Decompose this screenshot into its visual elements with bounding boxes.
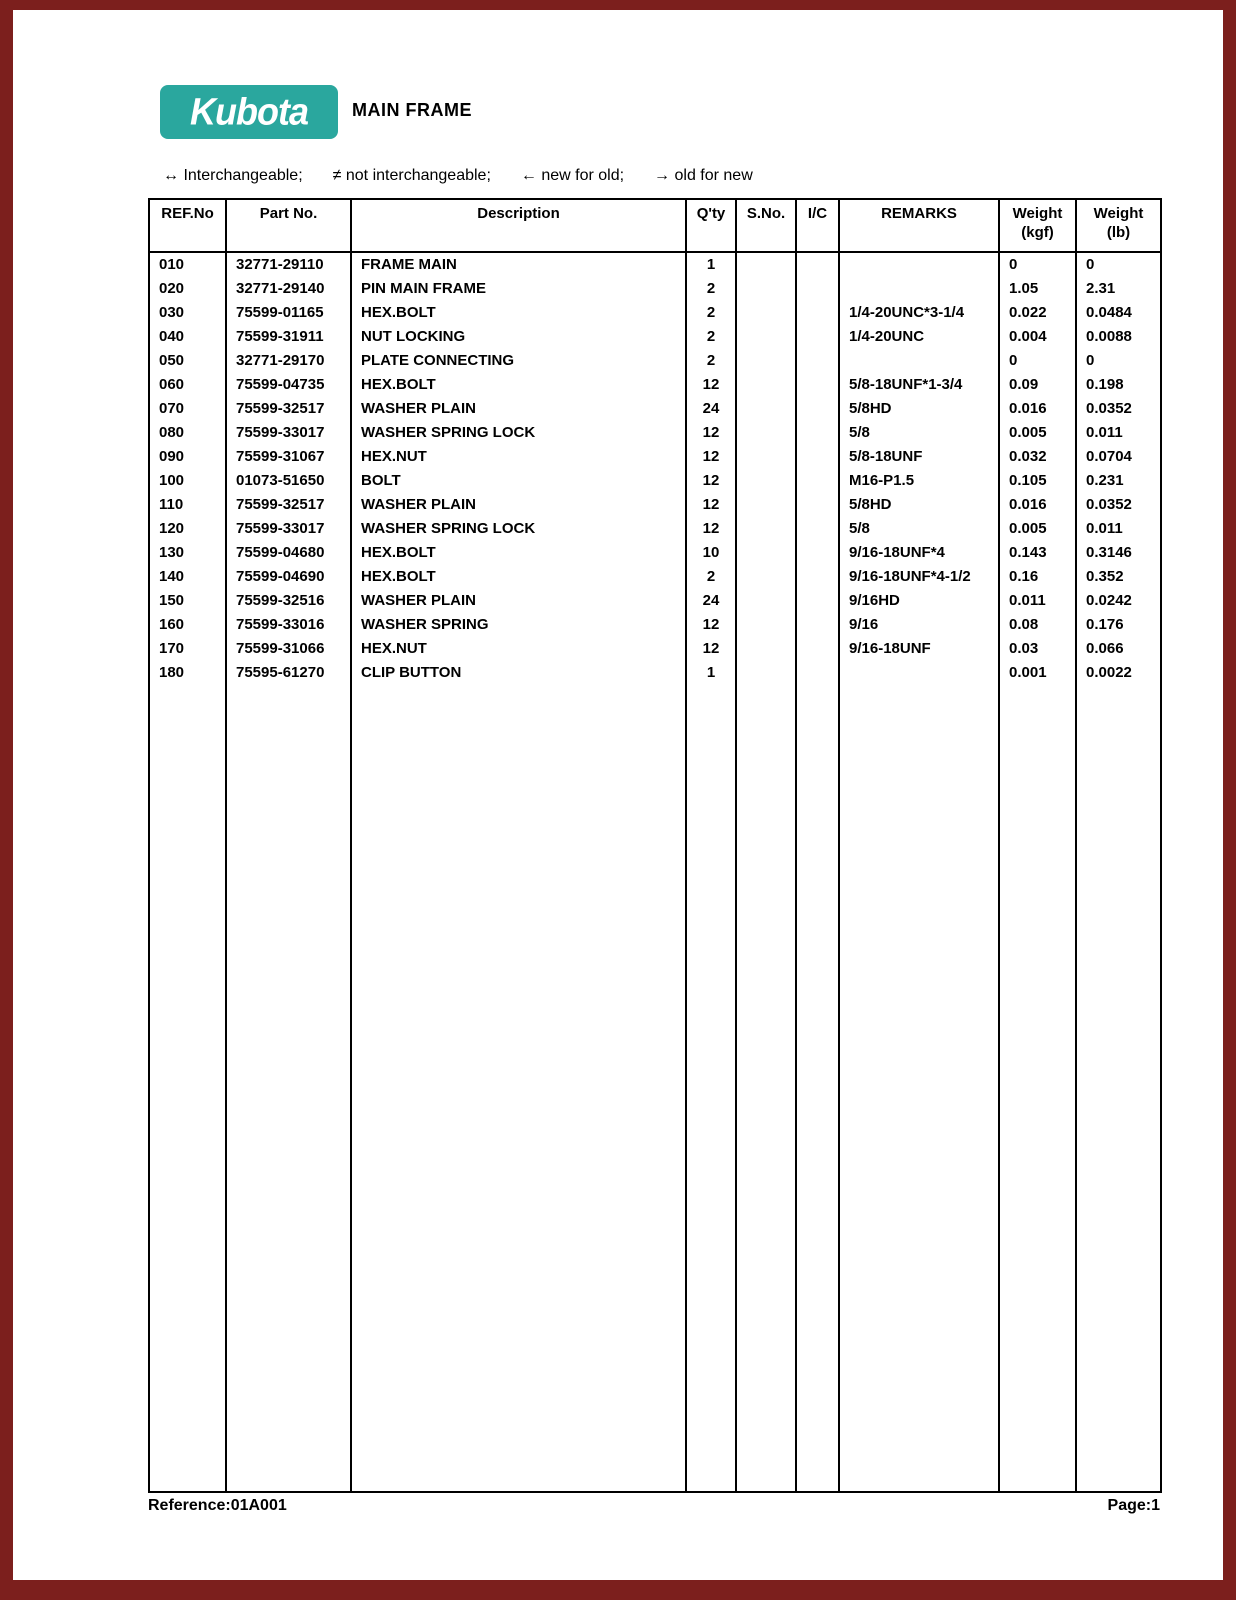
cell-remarks: 9/16-18UNF xyxy=(839,637,999,661)
cell-qty: 12 xyxy=(686,517,736,541)
table-row xyxy=(149,661,1161,685)
cell-ref: 020 xyxy=(159,280,185,297)
cell-remarks: 9/16-18UNF*4-1/2 xyxy=(839,565,999,589)
cell-part: 75599-31066 xyxy=(226,637,351,661)
cell-wlb: 0 xyxy=(1076,252,1161,277)
cell-desc: NUT LOCKING xyxy=(351,325,686,349)
parts-table-body xyxy=(149,252,1161,1492)
cell-qty: 12 xyxy=(686,613,736,637)
cell-wkgf: 1.05 xyxy=(999,277,1076,301)
cell-wkgf: 0.09 xyxy=(999,373,1076,397)
cell-qty: 2 xyxy=(686,349,736,373)
cell-wkgf: 0.005 xyxy=(999,421,1076,445)
column-header-sno: S.No. xyxy=(736,199,796,252)
cell-remarks: 5/8 xyxy=(839,421,999,445)
cell-remarks: 9/16-18UNF*4 xyxy=(839,541,999,565)
cell-sno xyxy=(736,541,796,565)
cell-part: 75599-04735 xyxy=(226,373,351,397)
table-row xyxy=(149,373,1161,397)
cell-ref: 080 xyxy=(159,424,185,441)
cell-part: 75599-32517 xyxy=(226,397,351,421)
cell-desc: FRAME MAIN xyxy=(351,252,686,277)
empty-cell-qty xyxy=(686,685,736,1492)
cell-ref: 090 xyxy=(159,448,185,465)
cell-wkgf: 0.143 xyxy=(999,541,1076,565)
cell-qty: 12 xyxy=(686,493,736,517)
legend-not-interchangeable: ≠ not interchangeable; xyxy=(332,167,491,184)
cell-qty: 12 xyxy=(686,637,736,661)
cell-ref: 140 xyxy=(159,568,185,585)
cell-ref: 040 xyxy=(159,328,185,345)
cell-remarks xyxy=(839,277,999,301)
cell-sno xyxy=(736,325,796,349)
cell-qty: 12 xyxy=(686,373,736,397)
cell-sno xyxy=(736,493,796,517)
cell-desc: PLATE CONNECTING xyxy=(351,349,686,373)
cell-wlb: 0.198 xyxy=(1076,373,1161,397)
cell-desc: HEX.NUT xyxy=(351,637,686,661)
cell-part: 75599-04690 xyxy=(226,565,351,589)
cell-ic xyxy=(796,541,839,565)
cell-wlb: 0.0704 xyxy=(1076,445,1161,469)
empty-cell-ref xyxy=(149,685,226,1492)
cell-sno xyxy=(736,565,796,589)
column-header-remarks: REMARKS xyxy=(839,199,999,252)
cell-qty: 2 xyxy=(686,565,736,589)
cell-sno xyxy=(736,589,796,613)
cell-sno xyxy=(736,469,796,493)
empty-cell-sno xyxy=(736,685,796,1492)
empty-cell-wkgf xyxy=(999,685,1076,1492)
table-row xyxy=(149,613,1161,637)
cell-desc: PIN MAIN FRAME xyxy=(351,277,686,301)
cell-sno xyxy=(736,301,796,325)
cell-part: 75599-33017 xyxy=(226,421,351,445)
cell-desc: HEX.BOLT xyxy=(351,565,686,589)
cell-wlb: 0.066 xyxy=(1076,637,1161,661)
cell-sno xyxy=(736,517,796,541)
cell-remarks: M16-P1.5 xyxy=(839,469,999,493)
cell-remarks xyxy=(839,661,999,685)
cell-wlb: 0.0352 xyxy=(1076,397,1161,421)
table-row xyxy=(149,517,1161,541)
cell-remarks: 5/8HD xyxy=(839,493,999,517)
table-row xyxy=(149,397,1161,421)
cell-ic xyxy=(796,252,839,277)
cell-qty: 12 xyxy=(686,421,736,445)
cell-desc: WASHER PLAIN xyxy=(351,493,686,517)
cell-desc: HEX.BOLT xyxy=(351,301,686,325)
cell-part: 75599-01165 xyxy=(226,301,351,325)
empty-cell-part xyxy=(226,685,351,1492)
cell-part: 01073-51650 xyxy=(226,469,351,493)
cell-ic xyxy=(796,325,839,349)
column-header-ic: I/C xyxy=(796,199,839,252)
column-header-weight-kgf: Weight (kgf) xyxy=(999,199,1076,252)
cell-ic xyxy=(796,613,839,637)
cell-sno xyxy=(736,445,796,469)
cell-qty: 10 xyxy=(686,541,736,565)
cell-wkgf: 0.016 xyxy=(999,397,1076,421)
cell-wlb: 0.3146 xyxy=(1076,541,1161,565)
cell-ref: 050 xyxy=(159,352,185,369)
cell-part: 75595-61270 xyxy=(226,661,351,685)
table-row xyxy=(149,277,1161,301)
cell-desc: WASHER PLAIN xyxy=(351,397,686,421)
table-row xyxy=(149,493,1161,517)
cell-qty: 2 xyxy=(686,301,736,325)
cell-ref: 120 xyxy=(159,520,185,537)
cell-desc: HEX.BOLT xyxy=(351,373,686,397)
table-row xyxy=(149,445,1161,469)
cell-desc: BOLT xyxy=(351,469,686,493)
table-row xyxy=(149,565,1161,589)
parts-table xyxy=(148,198,1162,1493)
cell-wkgf: 0.105 xyxy=(999,469,1076,493)
column-header-partno: Part No. xyxy=(226,199,351,252)
legend xyxy=(163,167,753,185)
cell-wlb: 0.231 xyxy=(1076,469,1161,493)
cell-sno xyxy=(736,637,796,661)
cell-wkgf: 0 xyxy=(999,252,1076,277)
cell-wlb: 0.0242 xyxy=(1076,589,1161,613)
cell-wlb: 0.176 xyxy=(1076,613,1161,637)
cell-qty: 12 xyxy=(686,445,736,469)
cell-ic xyxy=(796,517,839,541)
cell-ref: 030 xyxy=(159,304,185,321)
cell-ic xyxy=(796,493,839,517)
cell-qty: 2 xyxy=(686,277,736,301)
cell-ref: 010 xyxy=(159,256,185,273)
cell-part: 75599-32517 xyxy=(226,493,351,517)
cell-remarks: 1/4-20UNC*3-1/4 xyxy=(839,301,999,325)
cell-desc: WASHER SPRING LOCK xyxy=(351,421,686,445)
cell-wkgf: 0.032 xyxy=(999,445,1076,469)
cell-desc: HEX.NUT xyxy=(351,445,686,469)
cell-wlb: 0.011 xyxy=(1076,517,1161,541)
table-row xyxy=(149,637,1161,661)
legend-old-for-new: → old for new xyxy=(654,167,753,184)
cell-ic xyxy=(796,565,839,589)
cell-part: 75599-04680 xyxy=(226,541,351,565)
cell-qty: 1 xyxy=(686,661,736,685)
footer-page-number: Page:1 xyxy=(1107,1497,1160,1514)
table-row xyxy=(149,349,1161,373)
cell-part: 75599-31067 xyxy=(226,445,351,469)
cell-ref: 130 xyxy=(159,544,185,561)
cell-ic xyxy=(796,277,839,301)
footer-reference: Reference:01A001 xyxy=(148,1497,287,1514)
cell-remarks: 5/8HD xyxy=(839,397,999,421)
table-row xyxy=(149,325,1161,349)
empty-cell-wlb xyxy=(1076,685,1161,1492)
cell-wlb: 0 xyxy=(1076,349,1161,373)
cell-remarks: 1/4-20UNC xyxy=(839,325,999,349)
cell-sno xyxy=(736,373,796,397)
cell-remarks xyxy=(839,252,999,277)
cell-remarks: 9/16HD xyxy=(839,589,999,613)
cell-wkgf: 0.022 xyxy=(999,301,1076,325)
cell-ref: 070 xyxy=(159,400,185,417)
cell-wlb: 0.352 xyxy=(1076,565,1161,589)
cell-wlb: 0.0484 xyxy=(1076,301,1161,325)
column-header-description: Description xyxy=(351,199,686,252)
column-header-qty: Q'ty xyxy=(686,199,736,252)
cell-desc: WASHER SPRING LOCK xyxy=(351,517,686,541)
cell-remarks: 5/8-18UNF*1-3/4 xyxy=(839,373,999,397)
cell-desc: CLIP BUTTON xyxy=(351,661,686,685)
empty-cell-desc xyxy=(351,685,686,1492)
page-title: MAIN FRAME xyxy=(352,100,472,120)
cell-sno xyxy=(736,421,796,445)
cell-ic xyxy=(796,373,839,397)
table-row xyxy=(149,421,1161,445)
table-header-row xyxy=(149,199,1161,252)
cell-wkgf: 0.001 xyxy=(999,661,1076,685)
kubota-logo xyxy=(160,85,338,139)
cell-part: 32771-29140 xyxy=(226,277,351,301)
cell-ic xyxy=(796,637,839,661)
cell-ic xyxy=(796,349,839,373)
cell-ref: 150 xyxy=(159,592,185,609)
cell-qty: 1 xyxy=(686,252,736,277)
cell-sno xyxy=(736,349,796,373)
table-row xyxy=(149,469,1161,493)
cell-part: 75599-31911 xyxy=(226,325,351,349)
cell-wlb: 0.0022 xyxy=(1076,661,1161,685)
cell-qty: 12 xyxy=(686,469,736,493)
cell-ref: 110 xyxy=(159,496,184,513)
cell-wkgf: 0.08 xyxy=(999,613,1076,637)
cell-ic xyxy=(796,589,839,613)
cell-part: 75599-32516 xyxy=(226,589,351,613)
column-header-refno: REF.No xyxy=(149,199,226,252)
cell-ref: 160 xyxy=(159,616,185,633)
cell-sno xyxy=(736,397,796,421)
cell-sno xyxy=(736,252,796,277)
cell-wkgf: 0.03 xyxy=(999,637,1076,661)
cell-ic xyxy=(796,661,839,685)
table-empty-space-row xyxy=(149,685,1161,1492)
legend-interchangeable: ↔ Interchangeable; xyxy=(163,167,303,184)
cell-remarks: 5/8 xyxy=(839,517,999,541)
cell-qty: 24 xyxy=(686,589,736,613)
cell-desc: WASHER PLAIN xyxy=(351,589,686,613)
cell-remarks: 9/16 xyxy=(839,613,999,637)
empty-cell-ic xyxy=(796,685,839,1492)
cell-sno xyxy=(736,277,796,301)
legend-new-for-old: ← new for old; xyxy=(520,167,625,184)
cell-wkgf: 0.16 xyxy=(999,565,1076,589)
cell-wlb: 0.0088 xyxy=(1076,325,1161,349)
table-row xyxy=(149,541,1161,565)
cell-ic xyxy=(796,469,839,493)
empty-cell-remarks xyxy=(839,685,999,1492)
cell-wkgf: 0.004 xyxy=(999,325,1076,349)
cell-ref: 170 xyxy=(159,640,185,657)
cell-wkgf: 0.016 xyxy=(999,493,1076,517)
cell-ic xyxy=(796,445,839,469)
cell-remarks: 5/8-18UNF xyxy=(839,445,999,469)
cell-wlb: 2.31 xyxy=(1076,277,1161,301)
cell-ref: 180 xyxy=(159,664,185,681)
cell-desc: WASHER SPRING xyxy=(351,613,686,637)
cell-ref: 100 xyxy=(159,472,185,489)
cell-part: 32771-29170 xyxy=(226,349,351,373)
cell-part: 32771-29110 xyxy=(226,252,351,277)
cell-ic xyxy=(796,397,839,421)
cell-wkgf: 0.005 xyxy=(999,517,1076,541)
table-row xyxy=(149,301,1161,325)
cell-ic xyxy=(796,301,839,325)
cell-wlb: 0.0352 xyxy=(1076,493,1161,517)
cell-wkgf: 0.011 xyxy=(999,589,1076,613)
cell-sno xyxy=(736,661,796,685)
cell-qty: 2 xyxy=(686,325,736,349)
kubota-logo-text: Kubota xyxy=(190,89,308,133)
cell-part: 75599-33017 xyxy=(226,517,351,541)
cell-wkgf: 0 xyxy=(999,349,1076,373)
cell-sno xyxy=(736,613,796,637)
cell-wlb: 0.011 xyxy=(1076,421,1161,445)
cell-part: 75599-33016 xyxy=(226,613,351,637)
table-row xyxy=(149,589,1161,613)
cell-ref: 060 xyxy=(159,376,185,393)
cell-qty: 24 xyxy=(686,397,736,421)
column-header-weight-lb: Weight (lb) xyxy=(1076,199,1161,252)
cell-desc: HEX.BOLT xyxy=(351,541,686,565)
cell-ic xyxy=(796,421,839,445)
table-row xyxy=(149,252,1161,277)
cell-remarks xyxy=(839,349,999,373)
